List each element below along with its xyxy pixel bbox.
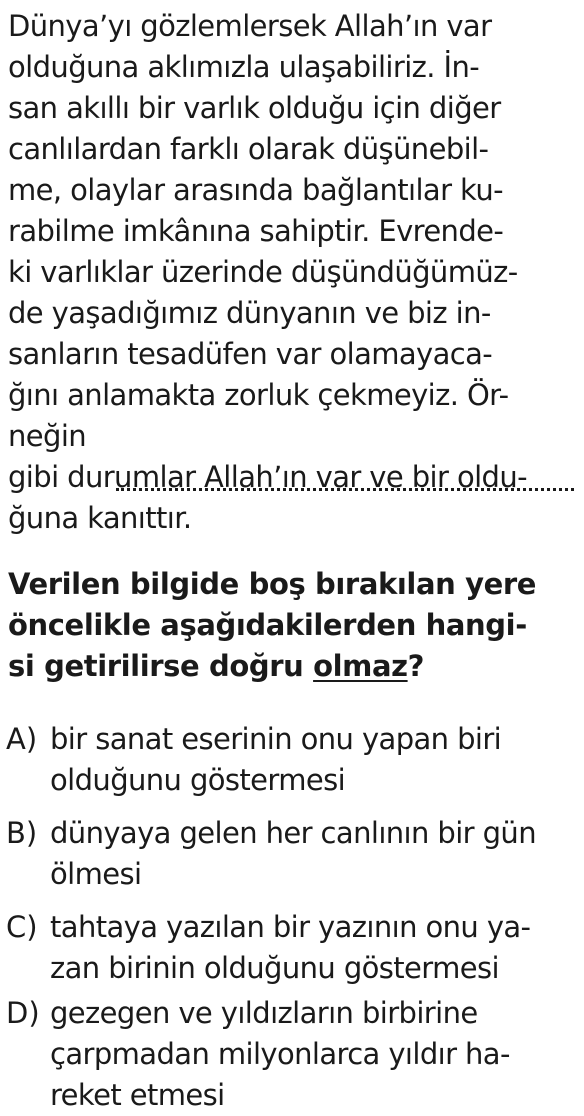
passage-line: me, olaylar arasında bağlantılar ku- — [8, 173, 503, 207]
passage-line: rabilme imkânına sahiptir. Evrende- — [8, 214, 504, 248]
passage-line: canlılardan farklı olarak düşünebil- — [8, 132, 489, 166]
option-c-text[interactable]: tahtaya yazılan bir yazının onu ya- — [50, 910, 531, 944]
option-c-text[interactable]: zan birinin olduğunu göstermesi — [50, 951, 499, 985]
option-d-letter[interactable]: D) — [6, 996, 40, 1030]
question-line: Verilen bilgide boş bırakılan yere — [8, 567, 537, 601]
question-emphasis: olmaz — [313, 649, 408, 683]
passage-line: Dünya’yı gözlemlersek Allah’ın var — [8, 9, 492, 43]
passage-line: gibi durumlar Allah’ın var ve bir oldu- — [8, 460, 527, 494]
option-d-text[interactable]: reket etmesi — [50, 1078, 225, 1112]
passage-line: olduğuna aklımızla ulaşabiliriz. İn- — [8, 50, 480, 84]
question-line — [8, 648, 574, 686]
passage-line: ki varlıklar üzerinde düşündüğümüz- — [8, 255, 518, 289]
option-a-text[interactable]: bir sanat eserinin onu yapan biri — [50, 722, 502, 756]
question-text: si getirilirse doğru — [8, 649, 314, 683]
option-d-text[interactable]: çarpmadan milyonlarca yıldır ha- — [50, 1037, 510, 1071]
passage-line: ğuna kanıttır. — [8, 501, 192, 535]
question-mark: ? — [407, 649, 425, 683]
option-d-text[interactable]: gezegen ve yıldızların birbirine — [50, 996, 478, 1030]
option-a-letter[interactable]: A) — [6, 722, 38, 756]
passage-line: de yaşadığımız dünyanın ve biz in- — [8, 296, 491, 330]
passage-line: neğin — [8, 419, 87, 453]
option-b-letter[interactable]: B) — [6, 816, 38, 850]
option-c-letter[interactable]: C) — [6, 910, 38, 944]
passage-line: ğını anlamakta zorluk çekmeyiz. Ör- — [8, 378, 509, 412]
option-b-text[interactable]: dünyaya gelen her canlının bir gün — [50, 816, 536, 850]
passage-line: san akıllı bir varlık olduğu için diğer — [8, 91, 501, 125]
passage-line: sanların tesadüfen var olamayaca- — [8, 337, 493, 371]
question-line: öncelikle aşağıdakilerden hangi- — [8, 608, 527, 642]
option-a-text[interactable]: olduğunu göstermesi — [50, 763, 346, 797]
option-b-text[interactable]: ölmesi — [50, 857, 142, 891]
